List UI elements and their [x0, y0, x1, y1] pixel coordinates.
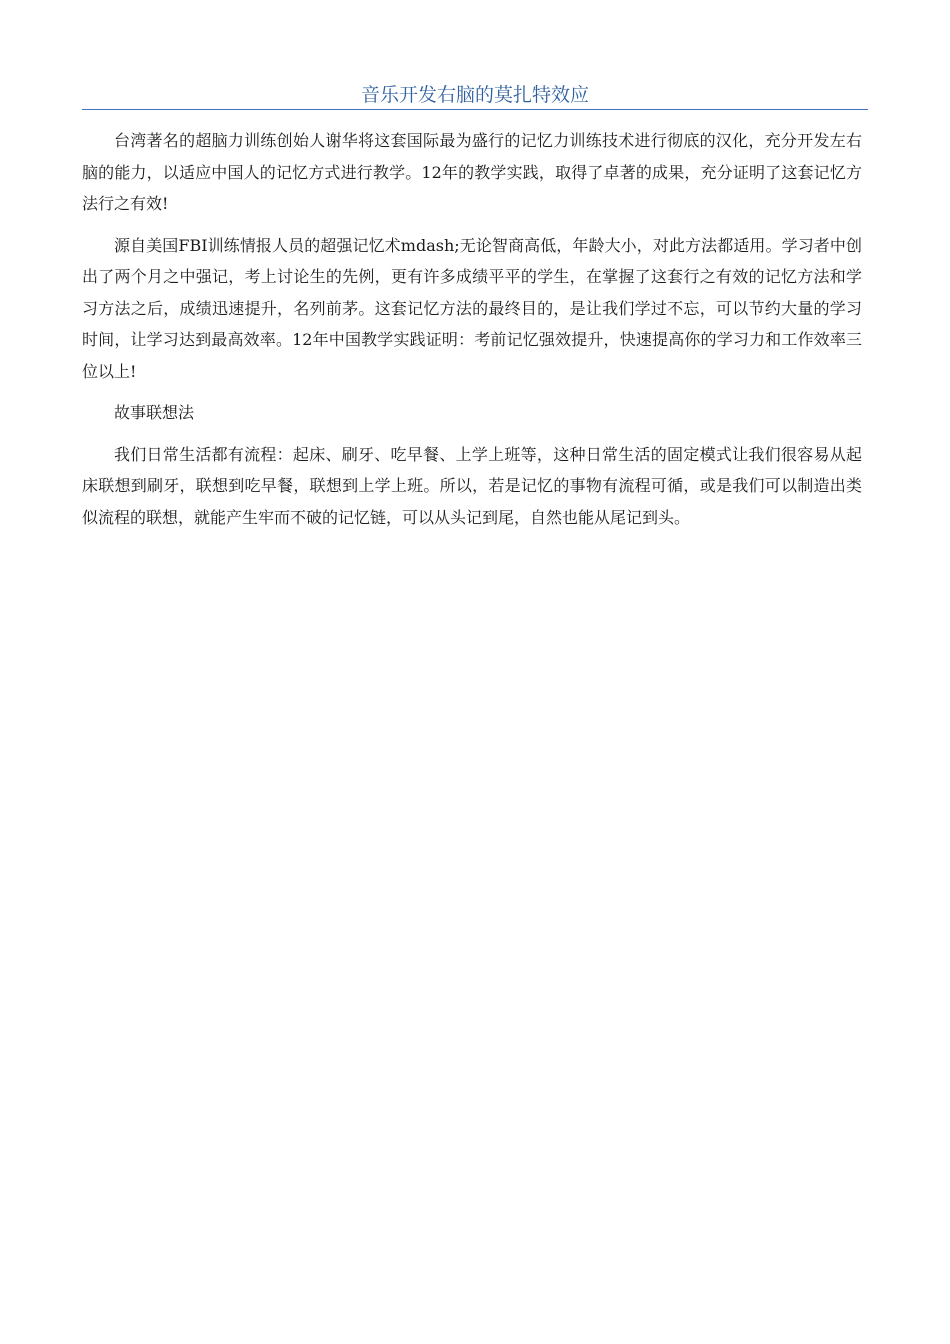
title-divider [82, 109, 868, 110]
document-body [82, 125, 862, 543]
section-heading-story-association: 故事联想法 [114, 403, 195, 422]
paragraph-intro: 台湾著名的超脑力训练创始人谢华将这套国际最为盛行的记忆力训练技术进行彻底的汉化，充分开发左右脑的能力，以适应中国人的记忆方式进行教学。12年的教学实践，取得了卓著的成果，充分证明了这套记忆方法行之有效! [82, 131, 862, 213]
paragraph-fbi-memory: 源自美国FBI训练情报人员的超强记忆术mdash;无论智商高低，年龄大小，对此方法都适用。学习者中创出了两个月之中强记，考上讨论生的先例，更有许多成绩平平的学生，在掌握了这套行之有效的记忆方法和学习方法之后，成绩迅速提升，名列前茅。这套记忆方法的最终目的，是让我们学过不忘，可以节约大量的学习时间，让学习达到最高效率。12年中国教学实践证明：考前记忆强效提升，快速提高你的学习力和工作效率三位以上! [82, 235, 862, 381]
document-title: 音乐开发右脑的莫扎特效应 [360, 84, 589, 106]
paragraph-daily-routine: 我们日常生活都有流程：起床、刷牙、吃早餐、上学上班等，这种日常生活的固定模式让我们很容易从起床联想到刷牙，联想到吃早餐，联想到上学上班。所以，若是记忆的事物有流程可循，或是我们可以制造出类似流程的联想，就能产生牢而不破的记忆链，可以从头记到尾，自然也能从尾记到头。 [82, 444, 862, 527]
